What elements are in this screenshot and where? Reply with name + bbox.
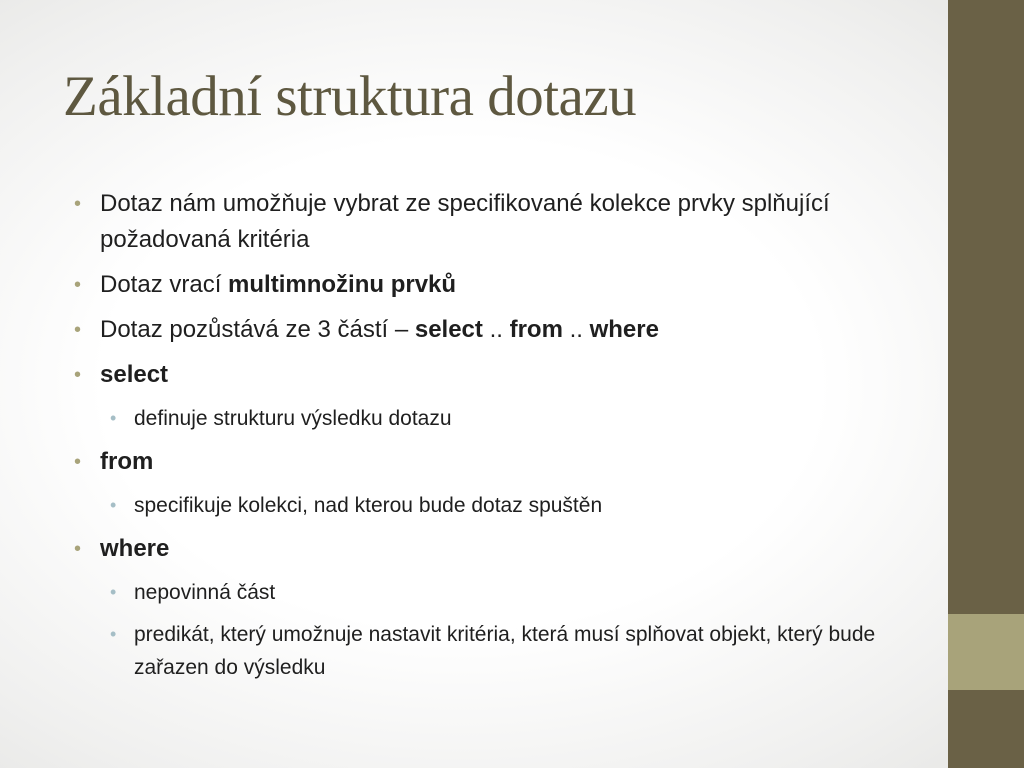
bullet-text (100, 190, 830, 253)
bold-text: select (414, 316, 483, 343)
bold-text: where (100, 535, 170, 562)
bullet-text (100, 271, 456, 298)
sub-bullet-item (74, 402, 914, 435)
bullet-icon: • (110, 582, 117, 602)
text-run: Dotaz pozůstává ze 3 částí – (100, 316, 415, 343)
bullet-text (134, 407, 452, 430)
bullet-icon: • (110, 495, 117, 515)
bullet-icon: • (74, 193, 82, 215)
sub-bullet-item (74, 576, 914, 609)
text-run: specifikuje kolekci, nad kterou bude dotaz spuštěn (134, 494, 603, 517)
bullet-icon: • (110, 408, 117, 428)
bullet-item (74, 531, 914, 567)
bullet-icon: • (74, 274, 82, 296)
bullet-icon: • (74, 319, 82, 341)
sub-bullet-item (74, 489, 914, 522)
text-run: Dotaz nám umožňuje vybrat ze specifikované kolekce prvky splňující požadovaná kritéria (100, 190, 830, 253)
bullet-icon: • (74, 538, 82, 560)
text-run: nepovinná část (134, 581, 276, 604)
bullet-text (100, 535, 169, 562)
bullet-icon: • (74, 364, 82, 386)
bullet-item (74, 357, 914, 393)
bullet-icon: • (110, 624, 117, 644)
text-run: Dotaz vrací (100, 271, 229, 298)
bullet-text (100, 361, 168, 388)
bullet-item (74, 444, 914, 480)
slide-title: Základní struktura dotazu (63, 65, 637, 128)
bullet-text (134, 581, 275, 604)
text-run: definuje strukturu výsledku dotazu (134, 407, 452, 430)
bullet-item (74, 312, 914, 348)
bullet-item (74, 186, 914, 258)
text-run: predikát, který umožnuje nastavit kritéria, která musí splňovat objekt, který bude zařazen do výsledku (134, 623, 876, 679)
bullet-text (100, 448, 153, 475)
bold-text: from (100, 448, 154, 475)
bold-text: multimnožinu prvků (228, 271, 457, 298)
bullet-text (134, 494, 602, 517)
bullet-list (74, 186, 914, 693)
text-run: .. (482, 316, 510, 343)
bullet-text (100, 316, 659, 343)
side-decor-accent (948, 614, 1024, 690)
bold-text: from (509, 316, 563, 343)
text-run: .. (562, 316, 590, 343)
sub-bullet-item (74, 618, 914, 684)
bullet-text (134, 623, 875, 679)
bullet-icon: • (74, 451, 82, 473)
bold-text: where (589, 316, 659, 343)
bold-text: select (100, 361, 169, 388)
bullet-item (74, 267, 914, 303)
